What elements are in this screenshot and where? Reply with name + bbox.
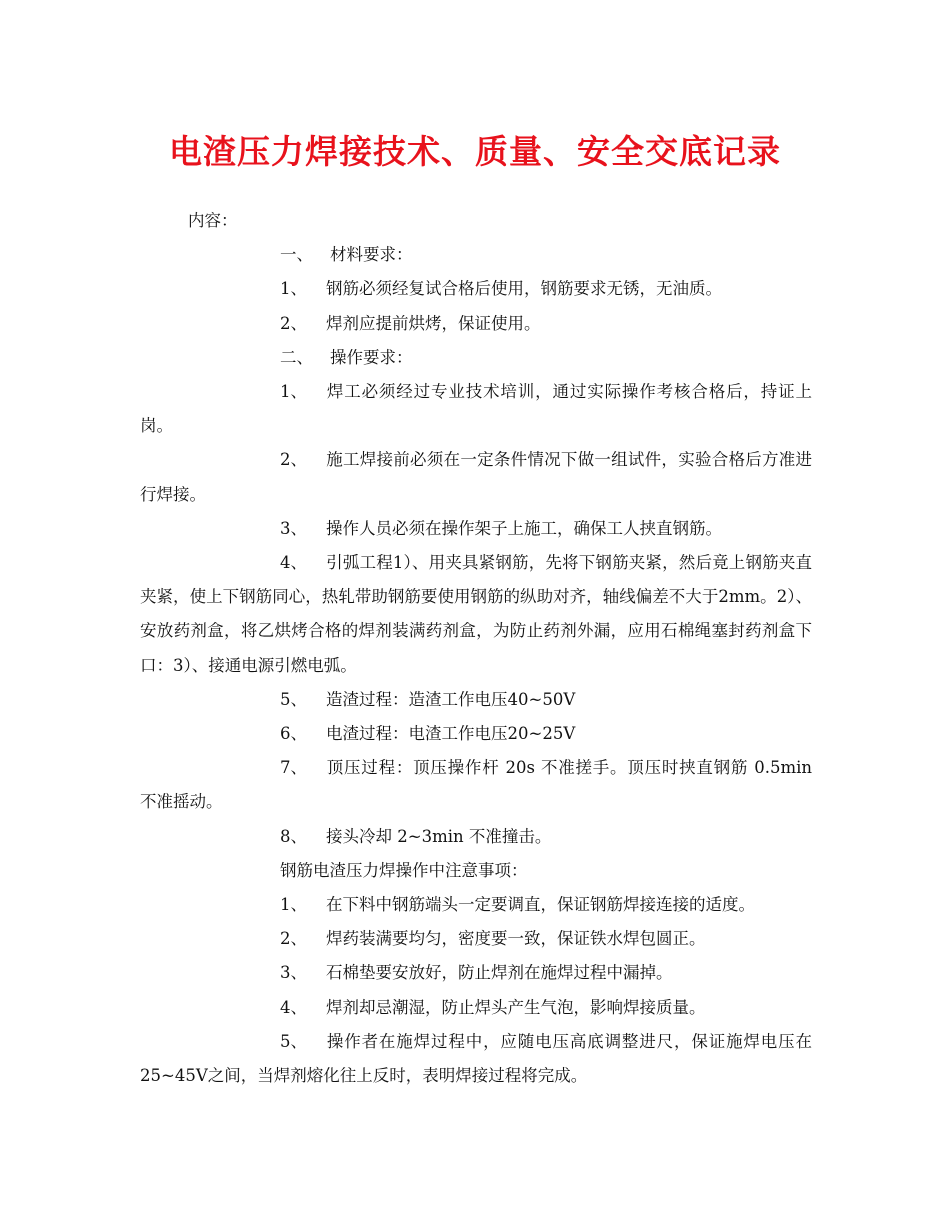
list-item xyxy=(140,375,812,443)
list-item xyxy=(140,888,812,922)
item-text: 造渣过程：造渣工作电压40~50V xyxy=(326,689,576,709)
item-text: 焊剂应提前烘烤，保证使用。 xyxy=(326,313,541,333)
document-body xyxy=(140,204,812,1093)
item-text: 电渣过程：电渣工作电压20~25V xyxy=(326,724,576,744)
section-text: 材料要求： xyxy=(330,245,413,265)
item-number: 2、 xyxy=(280,313,307,333)
item-text: 操作人员必须在操作架子上施工，确保工人挟直钢筋。 xyxy=(326,518,722,538)
item-text: 石棉垫要安放好，防止焊剂在施焊过程中漏掉。 xyxy=(326,963,673,983)
list-item xyxy=(140,717,812,751)
intro-label: 内容： xyxy=(188,211,238,230)
item-text: 焊工必须经过专业技术培训，通过实际操作考核合格后，持证上岗。 xyxy=(140,382,812,436)
list-item xyxy=(140,991,812,1025)
item-number: 6、 xyxy=(280,724,307,744)
item-text: 施工焊接前必须在一定条件情况下做一组试件，实验合格后方准进行焊接。 xyxy=(140,450,812,504)
item-number: 4、 xyxy=(280,553,307,573)
list-item xyxy=(140,922,812,956)
list-item xyxy=(140,1025,812,1093)
list-item xyxy=(140,512,812,546)
section-number: 一、 xyxy=(280,245,313,265)
list-item xyxy=(140,546,812,683)
item-number: 5、 xyxy=(280,1031,307,1051)
item-number: 3、 xyxy=(280,963,307,983)
section-heading xyxy=(140,238,812,272)
list-item xyxy=(140,751,812,819)
item-text: 操作者在施焊过程中，应随电压高底调整进尺，保证施焊电压在25~45V之间，当焊剂熔化往上反时，表明焊接过程将完成。 xyxy=(140,1031,812,1086)
item-number: 1、 xyxy=(280,382,307,402)
item-number: 2、 xyxy=(280,929,307,949)
item-number: 8、 xyxy=(280,826,307,846)
item-text: 钢筋必须经复试合格后使用，钢筋要求无锈，无油质。 xyxy=(326,279,722,299)
item-number: 4、 xyxy=(280,997,307,1017)
list-item xyxy=(140,443,812,511)
notes-heading: 钢筋电渣压力焊操作中注意事项： xyxy=(280,860,528,880)
item-text: 顶压过程：顶压操作杆 20s 不准搓手。顶压时挟直钢筋 0.5min 不准摇动。 xyxy=(140,758,812,812)
list-item xyxy=(140,956,812,990)
list-item xyxy=(140,272,812,306)
section-heading xyxy=(140,341,812,375)
item-text: 焊药装满要均匀，密度要一致，保证铁水焊包圆正。 xyxy=(326,929,706,949)
list-item xyxy=(140,820,812,854)
list-item xyxy=(140,307,812,341)
list-item xyxy=(140,683,812,717)
item-text: 焊剂却忌潮湿，防止焊头产生气泡，影响焊接质量。 xyxy=(326,997,706,1017)
item-number: 3、 xyxy=(280,518,307,538)
item-text: 在下料中钢筋端头一定要调直，保证钢筋焊接连接的适度。 xyxy=(326,895,755,915)
item-text: 接头冷却 2~3min 不准撞击。 xyxy=(326,826,552,846)
section-text: 操作要求： xyxy=(330,347,413,367)
section-number: 二、 xyxy=(280,347,313,367)
item-number: 1、 xyxy=(280,895,307,915)
item-number: 7、 xyxy=(280,758,307,778)
item-text: 引弧工程1）、用夹具紧钢筋，先将下钢筋夹紧，然后竟上钢筋夹直夹紧，使上下钢筋同心，热轧带助钢筋要使用钢筋的纵助对齐，轴线偏差不大于2mm。2）、安放药剂盒，将乙烘烤合格的焊剂装满药剂盒，为防止药剂外漏，应用石棉绳塞封药剂盒下口：3）、接通电源引燃电弧。 xyxy=(140,553,812,675)
item-number: 2、 xyxy=(280,450,307,470)
item-number: 5、 xyxy=(280,689,307,709)
item-number: 1、 xyxy=(280,279,307,299)
document-title: 电渣压力焊接技术、质量、安全交底记录 xyxy=(169,132,781,171)
